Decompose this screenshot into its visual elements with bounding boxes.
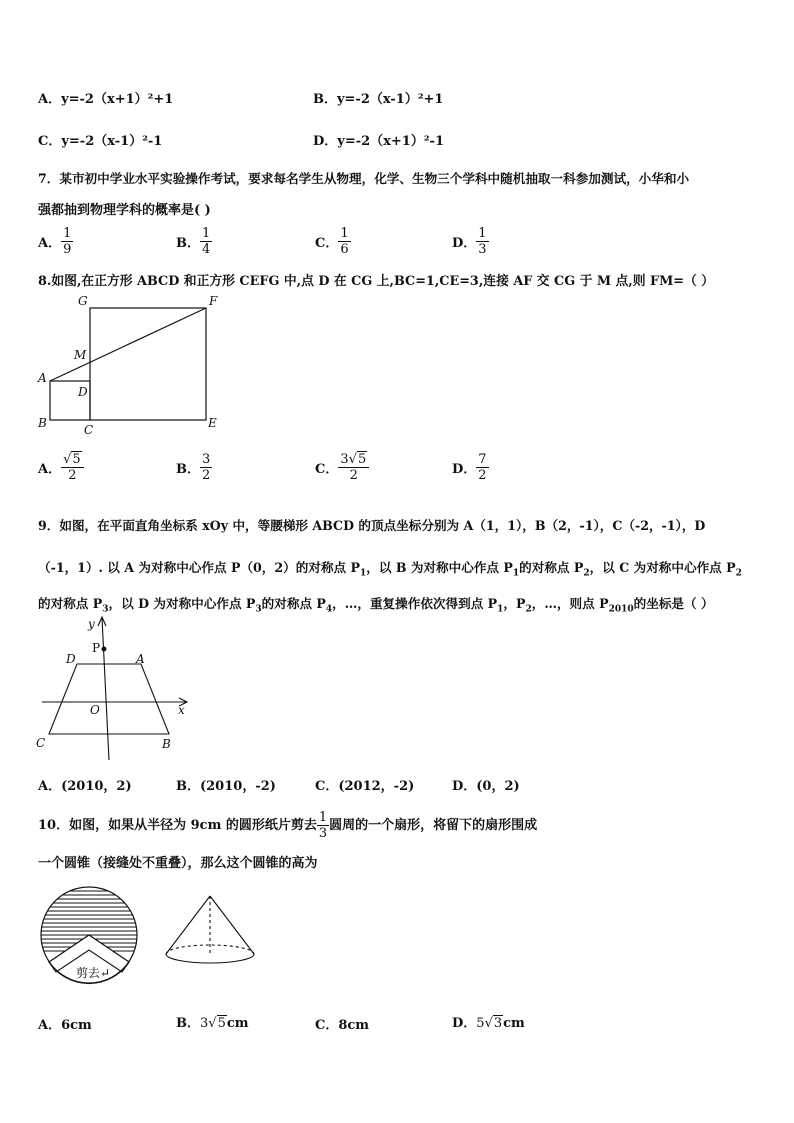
q8-figure xyxy=(30,292,230,437)
q10-option-a: A．6cm xyxy=(38,1018,92,1033)
label-y: y xyxy=(88,617,95,631)
q6-option-c: C．y=-2（x-1）²-1 xyxy=(38,134,163,149)
label-c: C xyxy=(36,736,46,750)
label-g: G xyxy=(78,294,88,308)
q9-stem-line3: 的对称点 $P_3$，以 D 为对称中心作点 $P_3$的对称点 $P_4$，…，重复操作依次得到点 $P_1$，$P_2$，…，则点 $P_{2010}$的坐标是（ ） xyxy=(38,596,714,615)
label-p: P xyxy=(92,641,101,655)
q9-option-c: C．(2012，-2) xyxy=(315,779,415,794)
label-f: F xyxy=(209,294,218,308)
q10-stem-line2: 一个圆锥（接缝处不重叠），那么这个圆锥的高为 xyxy=(38,856,318,871)
q10-figure xyxy=(38,882,278,992)
label-e: E xyxy=(208,416,217,430)
y-axis xyxy=(102,618,109,760)
q8-option-c: C． $\frac{3√5}{2}$ xyxy=(315,452,369,483)
label-a: A xyxy=(136,652,145,666)
q8-option-a: A． $\frac{√5}{2}$ xyxy=(38,452,84,483)
cut-label: 剪去↵ xyxy=(76,966,111,980)
q8-stem: 8.如图,在正方形 ABCD 和正方形 CEFG 中,点 D 在 CG 上,BC=1,CE=3,连接 AF 交 CG 于 M 点,则 FM=（ ） xyxy=(38,274,715,289)
q7-option-d: D． $\frac{1}{3}$ xyxy=(452,226,487,257)
q9-figure xyxy=(34,614,194,762)
label-b: B xyxy=(162,737,171,751)
q7-option-b: B． $\frac{1}{4}$ xyxy=(176,226,211,257)
q9-option-d: D．(0，2) xyxy=(452,779,520,794)
q6-option-b: B．y=-2（x-1）²+1 xyxy=(313,92,444,107)
q7-option-a: A． $\frac{1}{9}$ xyxy=(38,226,72,257)
q9-option-b: B．(2010，-2) xyxy=(176,779,276,794)
q7-option-c: C． $\frac{1}{6}$ xyxy=(315,226,349,257)
q9-option-a: A．(2010，2) xyxy=(38,779,132,794)
label-b: B xyxy=(38,416,47,430)
q6-option-d: D．y=-2（x+1）²-1 xyxy=(313,134,444,149)
label-d: D xyxy=(66,652,76,666)
q7-stem-line2: 强都抽到物理学科的概率是( ) xyxy=(38,203,211,218)
point-p xyxy=(102,647,107,652)
label-o: O xyxy=(90,703,100,717)
q10-stem-line1: 10．如图，如果从半径为 9cm 的圆形纸片剪去 $\frac{1}{3}$ 圆周的一个扇形，将留下的扇形围成 xyxy=(38,810,538,841)
cone xyxy=(166,896,254,963)
q9-stem-line1: 9．如图，在平面直角坐标系 xOy 中，等腰梯形 ABCD 的顶点坐标分别为 A（1，1），B（2，-1），C（-2，-1），D xyxy=(38,518,706,533)
q8-option-d: D． $\frac{7}{2}$ xyxy=(452,452,487,483)
q8-option-b: B． $\frac{3}{2}$ xyxy=(176,452,211,483)
q10-option-b: B．3√5cm xyxy=(176,1016,249,1031)
q7-stem-line1: 7．某市初中学业水平实验操作考试，要求每名学生从物理，化学、生物三个学科中随机抽取一科参加测试，小华和小 xyxy=(38,171,690,186)
label-d: D xyxy=(78,385,88,399)
segment-af xyxy=(50,308,206,381)
square-cefg xyxy=(90,308,206,420)
q9-stem-line2: （-1，1）. 以 A 为对称中心作点 P（0，2）的对称点 $P_1$，以 B 为对称中心作点 $P_1$的对称点 $P_2$，以 C 为对称中心作点 $P_2$ xyxy=(38,560,742,579)
label-a: A xyxy=(38,371,47,385)
q6-option-a: A．y=-2（x+1）²+1 xyxy=(38,92,174,107)
label-c: C xyxy=(84,423,94,437)
trapezoid-abcd xyxy=(49,664,169,734)
q10-option-c: C．8cm xyxy=(315,1018,370,1033)
label-x: x xyxy=(178,703,185,717)
q10-option-d: D．5√3cm xyxy=(452,1016,525,1031)
label-m: M xyxy=(74,348,87,362)
